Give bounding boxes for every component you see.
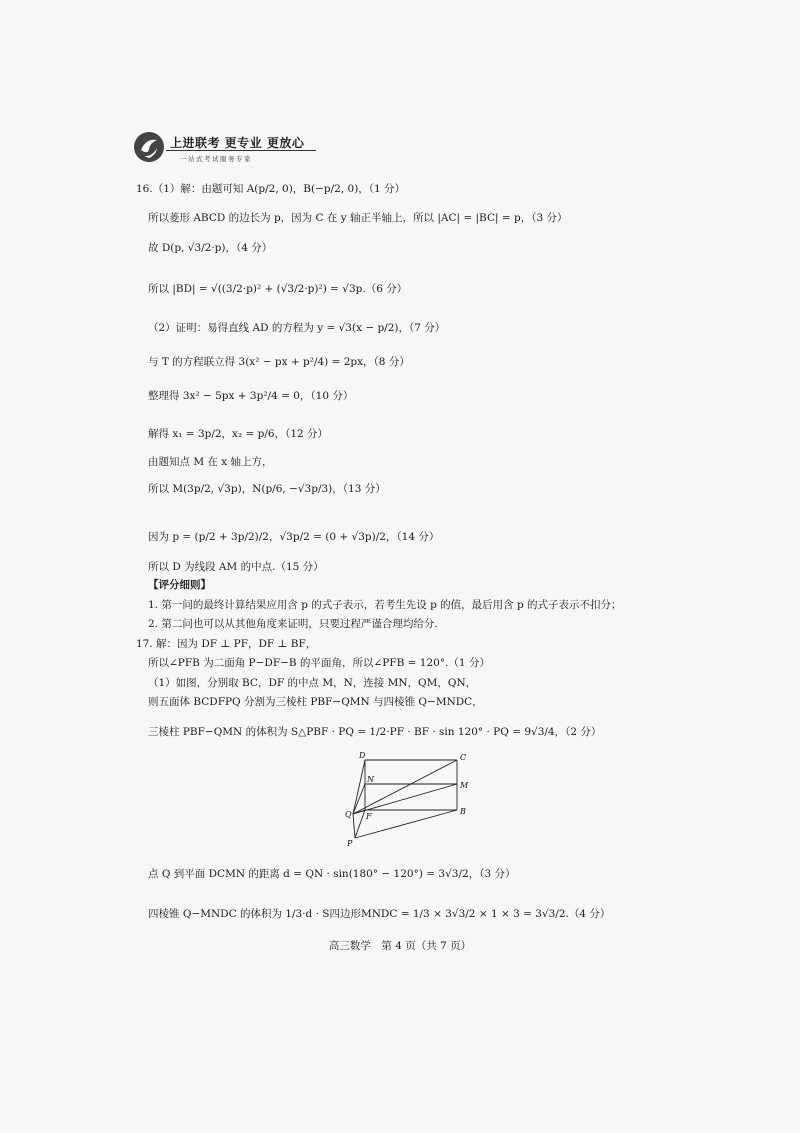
text-line: 解得 x₁ = 3p/2，x₂ = p/6，（12 分） bbox=[148, 428, 329, 440]
label-q: Q bbox=[345, 810, 352, 819]
text-line: 16.（1）解：由题可知 A(p/2, 0)，B(−p/2, 0)，（1 分） bbox=[136, 183, 406, 195]
label-c: C bbox=[460, 753, 467, 762]
text-line: 2. 第二问也可以从其他角度来证明，只要过程严谨合理均给分. bbox=[148, 618, 438, 630]
label-d: D bbox=[359, 751, 366, 760]
text-line: 所以 D 为线段 AM 的中点.（15 分） bbox=[148, 561, 324, 573]
text-line: 由题知点 M 在 x 轴上方， bbox=[148, 456, 273, 468]
label-m: M bbox=[460, 781, 469, 790]
section-heading: 【评分细则】 bbox=[148, 579, 211, 591]
text-line: 所以 |BD| = √((3/2·p)² + (√3/2·p)²) = √3p.（6 分） bbox=[148, 283, 408, 295]
text-line: 点 Q 到平面 DCMN 的距离 d = QN · sin(180° − 120°) = 3√3/2，（3 分） bbox=[148, 868, 516, 880]
text-line: 则五面体 BCDFPQ 分割为三棱柱 PBF−QMN 与四棱锥 Q−MNDC， bbox=[148, 696, 483, 708]
brand-name: 上进联考 更专业 更放心 bbox=[170, 136, 305, 150]
text-line: 所以 M(3p/2, √3p)，N(p/6, −√3p/3)，（13 分） bbox=[148, 483, 386, 495]
text-line: 因为 p = (p/2 + 3p/2)/2，√3p/2 = (0 + √3p)/2，（14 分） bbox=[148, 531, 440, 543]
text-line: 17. 解：因为 DF ⊥ PF，DF ⊥ BF， bbox=[136, 638, 317, 650]
text-line: 1. 第一问的最终计算结果应用含 p 的式子表示，若考生先设 p 的值，最后用含 p 的式子表示不扣分； bbox=[148, 599, 622, 611]
text-line: 所以∠PFB 为二面角 P−DF−B 的平面角，所以∠PFB = 120°.（1 分） bbox=[148, 657, 490, 669]
page-footer: 高三数学 第 4 页（共 7 页） bbox=[328, 940, 472, 952]
label-f: F bbox=[366, 812, 372, 821]
text-line: 与 T 的方程联立得 3(x² − px + p²/4) = 2px，（8 分） bbox=[148, 356, 410, 368]
text-line: （2）证明：易得直线 AD 的方程为 y = √3(x − p/2)，（7 分） bbox=[148, 322, 446, 334]
brand-tagline: 一站式考试服务专家 bbox=[180, 155, 252, 163]
text-line: 所以菱形 ABCD 的边长为 p，因为 C 在 y 轴正半轴上，所以 |AC| = |BC| = p，（3 分） bbox=[148, 212, 568, 224]
label-b: B bbox=[460, 807, 466, 816]
label-n: N bbox=[367, 775, 374, 784]
text-line: 三棱柱 PBF−QMN 的体积为 S△PBF · PQ = 1/2·PF · BF · sin 120° · PQ = 9√3/4，（2 分） bbox=[148, 726, 602, 738]
text-line: （1）如图，分别取 BC，DF 的中点 M，N，连接 MN，QM，QN， bbox=[148, 677, 477, 689]
label-p: P bbox=[347, 839, 353, 848]
geometry-figure bbox=[345, 748, 480, 850]
text-line: 整理得 3x² − 5px + 3p²/4 = 0，（10 分） bbox=[148, 390, 354, 402]
text-line: 四棱锥 Q−MNDC 的体积为 1/3·d · S四边形MNDC = 1/3 × 3√3/2 × 1 × 3 = 3√3/2.（4 分） bbox=[148, 908, 611, 920]
text-line: 故 D(p, √3/2·p)，（4 分） bbox=[148, 242, 273, 254]
